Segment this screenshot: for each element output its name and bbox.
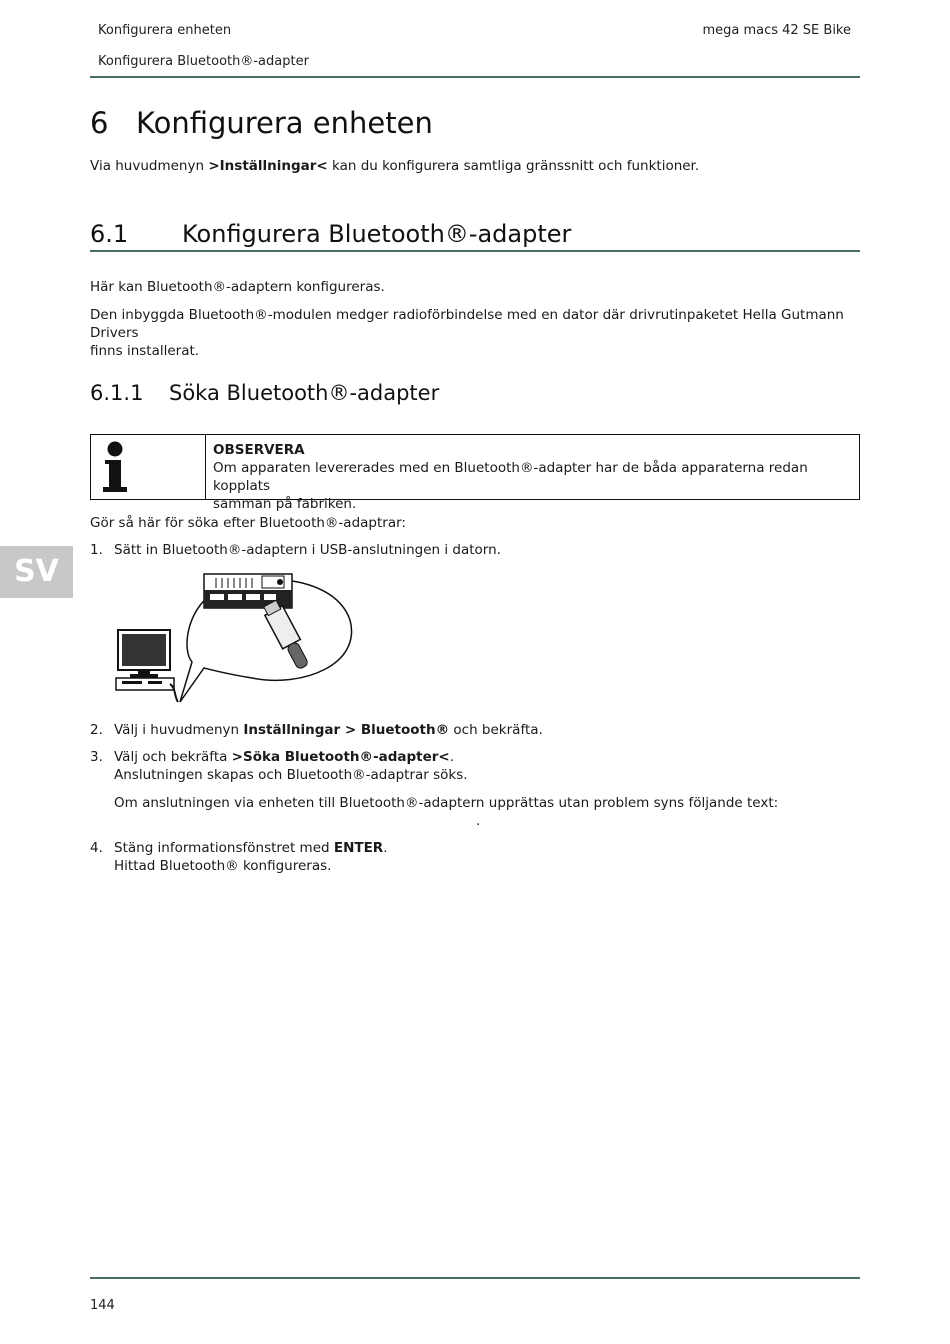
step-text bbox=[114, 721, 854, 739]
chapter-intro-pre: Via huvudmenyn bbox=[90, 158, 209, 174]
section-para-1: Här kan Bluetooth®-adaptern konfigureras. bbox=[90, 279, 385, 295]
subsection-title-text: Söka Bluetooth®-adapter bbox=[169, 381, 440, 405]
step-text-bold: Inställningar > Bluetooth® bbox=[243, 722, 450, 738]
chapter-number: 6 bbox=[90, 106, 109, 140]
step-detail: Om anslutningen via enheten till Bluetooth®-adaptern upprättas utan problem syns följande text: bbox=[114, 795, 779, 811]
step-number: 2. bbox=[90, 722, 103, 738]
section-para-2-line-2: finns installerat. bbox=[90, 343, 200, 359]
steps-intro: Gör så här för söka efter Bluetooth®-adaptrar: bbox=[90, 515, 406, 531]
section-rule bbox=[90, 250, 860, 252]
step-number: 4. bbox=[90, 840, 103, 856]
step-result: Hittad Bluetooth® konfigureras. bbox=[114, 858, 332, 874]
section-para-2 bbox=[90, 306, 860, 360]
step-text-bold: >Söka Bluetooth®-adapter< bbox=[231, 749, 450, 765]
note-box bbox=[90, 434, 860, 512]
step-text-pre: Välj i huvudmenyn bbox=[114, 722, 244, 738]
note-text bbox=[213, 441, 853, 513]
step-text-post: . bbox=[383, 840, 388, 856]
section-para-2-line-1: Den inbyggda Bluetooth®-modulen medger radioförbindelse med en dator där drivrutinpaketet Hella Gutmann Drivers bbox=[90, 307, 844, 341]
running-header-section: Konfigurera Bluetooth®-adapter bbox=[98, 54, 309, 69]
step-text bbox=[114, 748, 854, 830]
chapter-intro-post: kan du konfigurera samtliga gränssnitt och funktioner. bbox=[327, 158, 700, 174]
note-line-1: Om apparaten levererades med en Bluetooth®-adapter har de båda apparaterna redan kopplats bbox=[213, 460, 808, 494]
section-title bbox=[90, 220, 571, 248]
note-icon-cell bbox=[91, 435, 206, 499]
header-rule bbox=[90, 76, 860, 78]
step-number: 3. bbox=[90, 749, 103, 765]
language-tab: SV bbox=[0, 546, 73, 598]
section-number: 6.1 bbox=[90, 220, 129, 248]
chapter-title bbox=[90, 106, 433, 140]
step-number: 1. bbox=[90, 542, 103, 558]
step-text-bold: ENTER bbox=[333, 840, 384, 856]
running-header-chapter: Konfigurera enheten bbox=[98, 23, 232, 38]
step-result: Anslutningen skapas och Bluetooth®-adaptrar söks. bbox=[114, 767, 468, 783]
subsection-number: 6.1.1 bbox=[90, 381, 144, 405]
step-text-pre: Stäng informationsfönstret med bbox=[114, 840, 334, 856]
step-text-post: . bbox=[449, 749, 455, 765]
info-icon bbox=[100, 439, 140, 495]
section-title-text: Konfigurera Bluetooth®-adapter bbox=[182, 220, 572, 248]
note-heading: OBSERVERA bbox=[213, 442, 305, 458]
step-text bbox=[114, 839, 854, 875]
page-number: 144 bbox=[90, 1298, 115, 1313]
step-text: Sätt in Bluetooth®-adaptern i USB-anslutningen i datorn. bbox=[114, 542, 501, 558]
step-text-post: och bekräfta. bbox=[449, 722, 543, 738]
footer-rule bbox=[90, 1277, 860, 1279]
running-header-product: mega macs 42 SE Bike bbox=[702, 23, 851, 38]
usb-adapter-illustration bbox=[112, 570, 362, 710]
step-placeholder-dot: . bbox=[476, 813, 481, 829]
chapter-intro-bold: >Inställningar< bbox=[208, 158, 328, 174]
subsection-title bbox=[90, 381, 439, 405]
chapter-intro bbox=[90, 157, 860, 175]
chapter-title-text: Konfigurera enheten bbox=[136, 106, 433, 140]
step-text-pre: Välj och bekräfta bbox=[114, 749, 232, 765]
note-line-2: samman på fabriken. bbox=[213, 496, 357, 512]
